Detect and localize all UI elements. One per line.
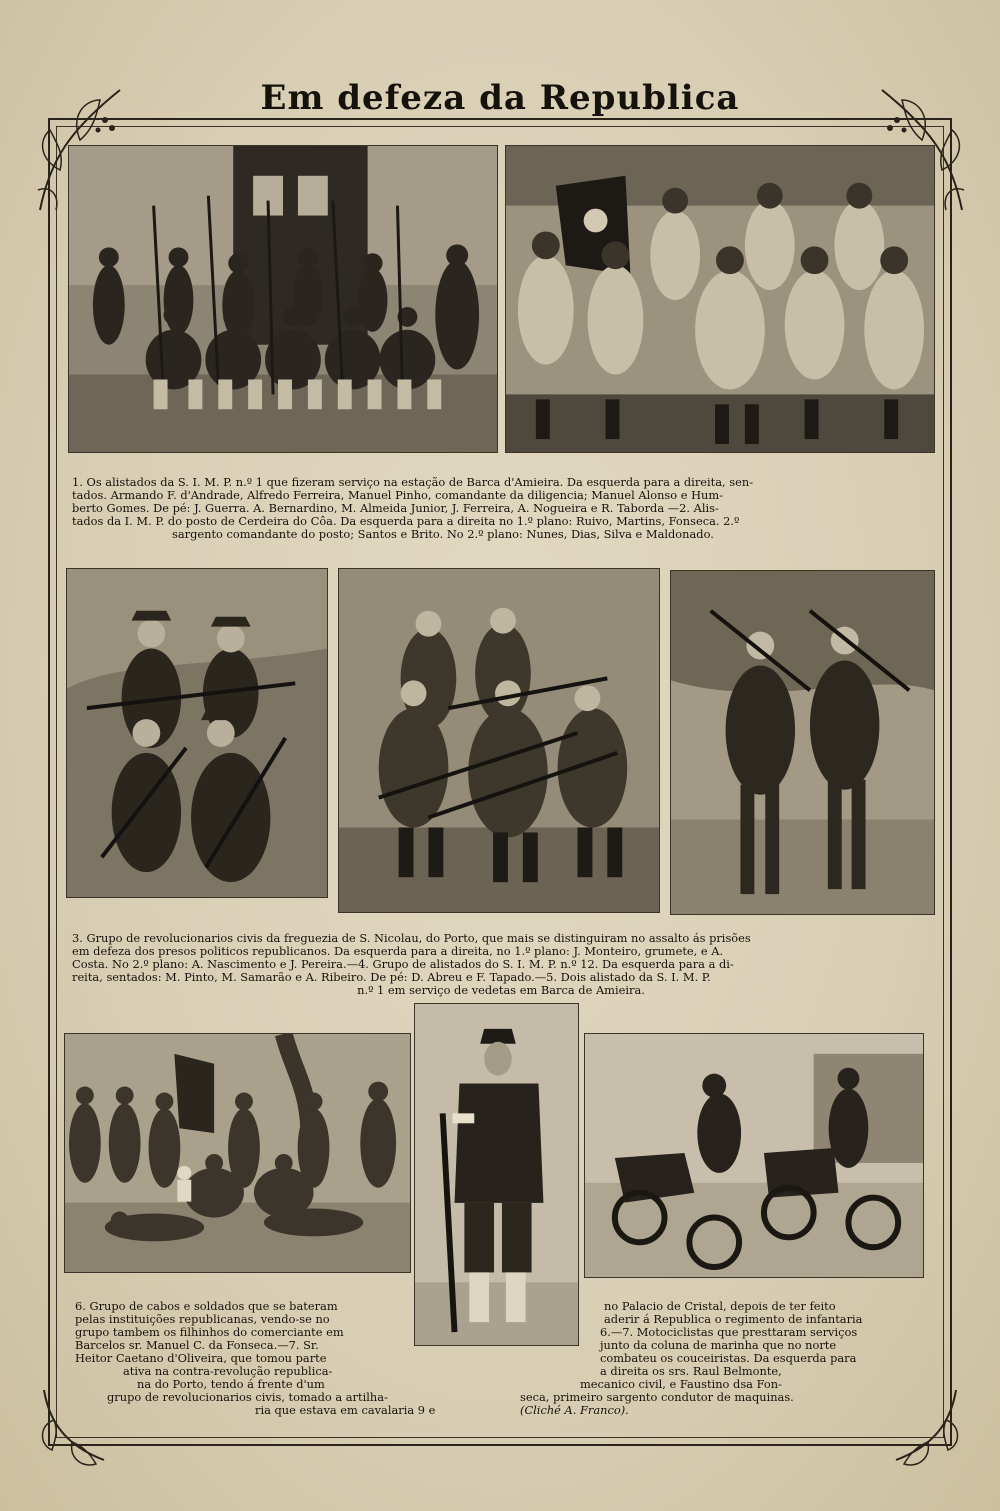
caption-line: sargento comandante do posto; Santos e Brito. No 2.º plano: Nunes, Dias, Silva e Maldonado. [172, 527, 714, 541]
caption-line: seca, primeiro sargento condutor de maquinas. [520, 1390, 794, 1404]
photo-two-enlisted-vedetas [670, 570, 935, 915]
caption-photos-7-8 [520, 1300, 900, 1417]
caption-photos-6-7 [75, 1300, 495, 1417]
caption-line: aderir á Republica o regimento de infantaria [604, 1312, 863, 1326]
caption-line: Heitor Caetano d'Oliveira, que tomou parte [75, 1351, 327, 1365]
caption-photos-1-2 [72, 476, 930, 541]
caption-line: n.º 1 em serviço de vedetas em Barca de Amieira. [357, 983, 645, 997]
caption-line: Costa. No 2.º plano: A. Nascimento e J. Pereira.—4. Grupo de alistados do S. I. M. P. n.º 12. Da esquerda para a di- [72, 957, 734, 971]
caption-line: em defeza dos presos politicos republicanos. Da esquerda para a direita, no 1.º plano: J. Monteiro, grumete, e A. [72, 944, 724, 958]
caption-line: 6.—7. Motociclistas que presttaram serviços [600, 1325, 858, 1339]
caption-line: grupo tambem os filhinhos do comerciante em [75, 1325, 344, 1339]
caption-line: reita, sentados: M. Pinto, M. Samarão e A. Ribeiro. De pé: D. Abreu e F. Tapado.—5. Dois alistado da S. I. M. P. [72, 970, 711, 984]
caption-line: combateu os couceiristas. Da esquerda para [600, 1351, 857, 1365]
caption-line: 6. Grupo de cabos e soldados que se bateram [75, 1299, 338, 1313]
caption-line: 1. Os alistados da S. I. M. P. n.º 1 que fizeram serviço na estação de Barca d'Amieira. Da esquerda para a direita, sen- [72, 475, 754, 489]
photo-motorcyclists-sidecars [584, 1033, 924, 1278]
caption-line: ativa na contra-revolução republica- [123, 1364, 333, 1378]
caption-line: no Palacio de Cristal, depois de ter feito [604, 1299, 836, 1313]
page-title: Em defeza da Republica [260, 78, 740, 118]
photo-enlisted-group-simp-12 [338, 568, 660, 913]
caption-line: berto Gomes. De pé: J. Guerra. A. Bernardino, M. Almeida Junior, J. Ferreira, A. Nogueira e R. Taborda —2. Alis- [72, 501, 719, 515]
caption-line: 3. Grupo de revolucionarios civis da freguezia de S. Nicolau, do Porto, que mais se distinguiram no assalto ás prisões [72, 931, 751, 945]
caption-line: na do Porto, tendo á frente d'um [137, 1377, 325, 1391]
caption-line: junto da coluna de marinha que no norte [600, 1338, 837, 1352]
caption-line: ria que estava em cavalaria 9 e [255, 1403, 436, 1417]
caption-line: mecanico civil, e Faustino dsa Fon- [580, 1377, 782, 1391]
caption-line: grupo de revolucionarios civis, tomado a artilha- [107, 1390, 388, 1404]
photo-soldiers-barca-amieira [68, 145, 498, 453]
caption-line: pelas instituições republicanas, vendo-se no [75, 1312, 330, 1326]
photo-soldiers-cerdeira-coa [505, 145, 935, 453]
photo-civil-revolutionaries-s-nicolau [66, 568, 328, 898]
caption-line: (Cliché A. Franco). [520, 1403, 629, 1417]
photo-heitor-caetano-oliveira [414, 1003, 579, 1346]
caption-line: Barcelos sr. Manuel C. da Fonseca.—7. Sr. [75, 1338, 319, 1352]
caption-line: a direita os srs. Raul Belmonte, [600, 1364, 782, 1378]
caption-photos-3-4-5 [72, 932, 930, 997]
caption-line: tados da I. M. P. do posto de Cerdeira do Côa. Da esquerda para a direita no 1.º plano: Ruivo, Martins, Fonseca. 2.º [72, 514, 740, 528]
photo-corporals-soldiers-group [64, 1033, 411, 1273]
caption-line: tados. Armando F. d'Andrade, Alfredo Ferreira, Manuel Pinho, comandante da diligencia; Manuel Alonso e Hum- [72, 488, 724, 502]
